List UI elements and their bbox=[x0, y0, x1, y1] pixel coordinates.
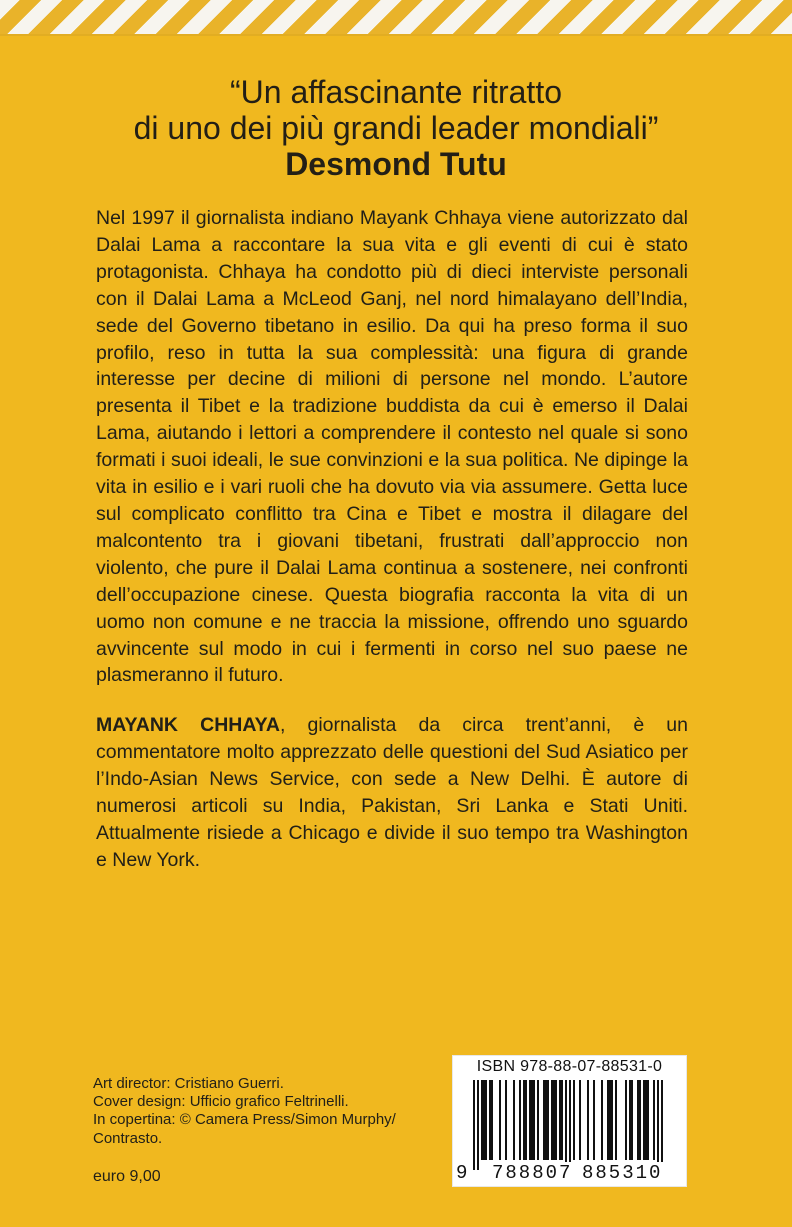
barcode-bar bbox=[477, 1080, 479, 1170]
barcode-bar bbox=[639, 1080, 641, 1160]
barcode-bar bbox=[569, 1080, 571, 1170]
barcode-bar bbox=[611, 1080, 613, 1160]
credit-line: Contrasto. bbox=[93, 1129, 163, 1147]
barcode-bar bbox=[551, 1080, 553, 1160]
barcode-bar bbox=[555, 1080, 557, 1160]
barcode-bar bbox=[625, 1080, 627, 1160]
author-name: MAYANK CHHAYA bbox=[96, 714, 280, 736]
barcode-bar bbox=[661, 1080, 663, 1170]
barcode-bar bbox=[545, 1080, 547, 1160]
barcode-bar bbox=[543, 1080, 545, 1160]
author-bio-text: , giornalista da circa trent’anni, è un commentatore molto apprezzato delle questioni del Sud Asiatico per l’Indo-Asian News Service, con sede a New Delhi. È autore di numerosi articoli su India, Pakistan, Sri Lanka e Stati Uniti. Attualmente risiede a Chicago e divide il suo tempo tra Washington e New York. bbox=[96, 714, 688, 871]
barcode-bar bbox=[645, 1080, 647, 1160]
barcode-bar bbox=[483, 1080, 485, 1160]
barcode-bar bbox=[491, 1080, 493, 1160]
barcode-digits-left: 788807 bbox=[492, 1162, 573, 1184]
top-stripe-border bbox=[0, 0, 792, 36]
barcode-bar bbox=[505, 1080, 507, 1160]
price: euro 9,00 bbox=[93, 1168, 161, 1185]
barcode-bar bbox=[565, 1080, 567, 1170]
barcode-bar bbox=[593, 1080, 595, 1160]
credit-line: Cover design: Ufficio grafico Feltrinelli. bbox=[93, 1093, 349, 1111]
barcode-bar bbox=[519, 1080, 521, 1160]
barcode-digit-first: 9 bbox=[456, 1162, 468, 1184]
barcode-bar bbox=[523, 1080, 525, 1160]
barcode-bar bbox=[481, 1080, 483, 1160]
barcode-block bbox=[452, 1055, 687, 1187]
barcode-bar bbox=[653, 1080, 655, 1160]
barcode-bar bbox=[473, 1080, 475, 1170]
barcode-bar bbox=[513, 1080, 515, 1160]
book-blurb: Nel 1997 il giornalista indiano Mayank Chhaya viene autorizzato dal Dalai Lama a raccontare la sua vita e gli eventi di cui è stato protagonista. Chhaya ha condotto più di dieci interviste personali con il Dalai Lama a McLeod Ganj, nel nord himalayano dell’India, sede del Governo tibetano in esilio. Da qui ha preso forma il suo profilo, reso in tutta la sua complessità: una figura di grande interesse per decine di milioni di persone nel mondo. L’autore presenta il Tibet e la tradizione buddista da cui è emerso il Dalai Lama, aiutando i lettori a comprendere il contesto nel quale si sono formati i suoi ideali, le sue convinzioni e la sua politica. Ne dipinge la vita in esilio e i vari ruoli che ha dovuto via via assumere. Getta luce sul complicato conflitto tra Cina e Tibet e mostra il dilagare del malcontento tra i giovani tibetani, frustrati dall’approccio non violento, che pure il Dalai Lama continua a sostenere, nei confronti dell’occupazione cinese. Questa biografia racconta la vita di un uomo non comune e ne traccia la missione, offrendo uno sguardo avvincente sul modo in cui i fermenti in corso nel suo paese ne plasmeranno il futuro. bbox=[96, 207, 688, 687]
review-quote bbox=[100, 74, 692, 182]
barcode-bar bbox=[559, 1080, 561, 1160]
barcode-bar bbox=[601, 1080, 603, 1160]
barcode-bar bbox=[657, 1080, 659, 1170]
barcode-bar bbox=[499, 1080, 501, 1160]
barcode-bar bbox=[489, 1080, 491, 1160]
quote-author: Desmond Tutu bbox=[285, 146, 507, 182]
barcode-bar bbox=[607, 1080, 609, 1160]
barcode-bar bbox=[615, 1080, 617, 1160]
barcode-bar bbox=[579, 1080, 581, 1160]
barcode-bar bbox=[637, 1080, 639, 1160]
barcode-bar bbox=[561, 1080, 563, 1160]
barcode-bars bbox=[473, 1080, 669, 1172]
barcode-bar bbox=[485, 1080, 487, 1160]
isbn-label: ISBN 978-88-07-88531-0 bbox=[476, 1058, 663, 1075]
barcode-bar bbox=[573, 1080, 575, 1160]
barcode-bar bbox=[631, 1080, 633, 1160]
barcode-bar bbox=[647, 1080, 649, 1160]
credit-line: In copertina: © Camera Press/Simon Murphy/ bbox=[93, 1111, 396, 1129]
barcode-bar bbox=[529, 1080, 531, 1160]
credit-line: Art director: Cristiano Guerri. bbox=[93, 1075, 284, 1092]
barcode-bar bbox=[533, 1080, 535, 1160]
quote-line-2: di uno dei più grandi leader mondiali” bbox=[133, 110, 659, 146]
quote-line-1: “Un affascinante ritratto bbox=[229, 74, 562, 110]
barcode-bar bbox=[537, 1080, 539, 1160]
barcode-bar bbox=[587, 1080, 589, 1160]
barcode-bar bbox=[609, 1080, 611, 1160]
author-bio bbox=[96, 712, 688, 873]
barcode-bar bbox=[643, 1080, 645, 1160]
cover-credits bbox=[93, 1075, 433, 1148]
barcode-digits bbox=[453, 1162, 686, 1186]
barcode-bar bbox=[525, 1080, 527, 1160]
barcode-bar bbox=[553, 1080, 555, 1160]
barcode-digits-right: 885310 bbox=[582, 1162, 663, 1184]
barcode-bar bbox=[629, 1080, 631, 1160]
barcode-bar bbox=[531, 1080, 533, 1160]
barcode-bar bbox=[547, 1080, 549, 1160]
